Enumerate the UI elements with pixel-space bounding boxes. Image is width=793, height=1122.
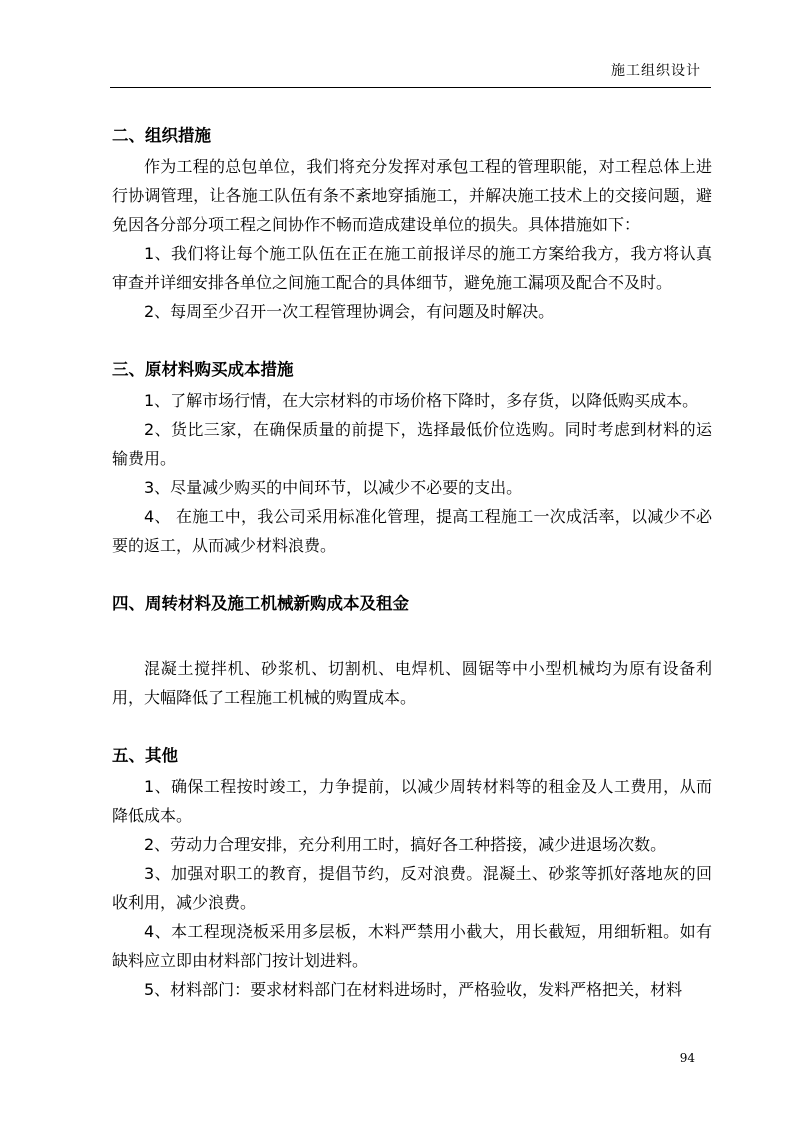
paragraph: 5、材料部门：要求材料部门在材料进场时，严格验收，发料严格把关，材料: [144, 980, 683, 999]
document-body: [112, 120, 712, 1004]
section-heading: 四、周转材料及施工机械新购成本及租金: [112, 594, 409, 613]
paragraph: 4、 在施工中，我公司采用标准化管理，提高工程施工一次成活率，以减少不必要的返工，从而减少材料浪费。: [112, 507, 712, 555]
section-heading: 五、其他: [112, 746, 178, 765]
paragraph: 2、每周至少召开一次工程管理协调会，有问题及时解决。: [144, 302, 555, 321]
paragraph: 3、尽量减少购买的中间环节，以减少不必要的支出。: [144, 478, 523, 497]
paragraph: 2、劳动力合理安排，充分利用工时，搞好各工种搭接，减少进退场次数。: [144, 835, 667, 854]
spacer: [112, 560, 712, 588]
paragraph: 混凝土搅拌机、砂浆机、切割机、电焊机、圆锯等中小型机械均为原有设备利用，大幅降低了工程施工机械的购置成本。: [112, 659, 712, 707]
section-equipment-cost-rent: [112, 588, 712, 712]
running-header-title: 施工组织设计: [611, 63, 701, 79]
paragraph: 2、货比三家，在确保质量的前提下，选择最低价位选购。同时考虑到材料的运输费用。: [112, 420, 712, 468]
page-number: 94: [679, 1051, 695, 1065]
section-heading: 三、原材料购买成本措施: [112, 360, 294, 379]
paragraph: 1、确保工程按时竣工，力争提前，以减少周转材料等的租金及人工费用，从而降低成本。: [112, 777, 712, 825]
paragraph: 1、我们将让每个施工队伍在正在施工前报详尽的施工方案给我方，我方将认真审查并详细安排各单位之间施工配合的具体细节，避免施工漏项及配合不及时。: [112, 244, 712, 292]
paragraph: 3、加强对职工的教育，提倡节约，反对浪费。混凝土、砂浆等抓好落地灰的回收利用，减少浪费。: [112, 864, 712, 912]
section-heading: 二、组织措施: [112, 126, 211, 145]
section-organization-measures: [112, 120, 712, 326]
section-material-cost-measures: [112, 354, 712, 560]
paragraph: 作为工程的总包单位，我们将充分发挥对承包工程的管理职能，对工程总体上进行协调管理，让各施工队伍有条不紊地穿插施工，并解决施工技术上的交接问题，避免因各分部分项工程之间协作不畅而造成建设单位的损失。具体措施如下：: [112, 157, 712, 234]
section-other: [112, 740, 712, 1004]
spacer: [112, 712, 712, 740]
spacer: [112, 620, 712, 654]
paragraph: 1、了解市场行情，在大宗材料的市场价格下降时，多存货，以降低购买成本。: [144, 391, 699, 410]
paragraph: 4、本工程现浇板采用多层板，木料严禁用小截大，用长截短，用细斩粗。如有缺料应立即由材料部门按计划进料。: [112, 922, 712, 970]
header-divider: [110, 87, 711, 88]
spacer: [112, 326, 712, 354]
